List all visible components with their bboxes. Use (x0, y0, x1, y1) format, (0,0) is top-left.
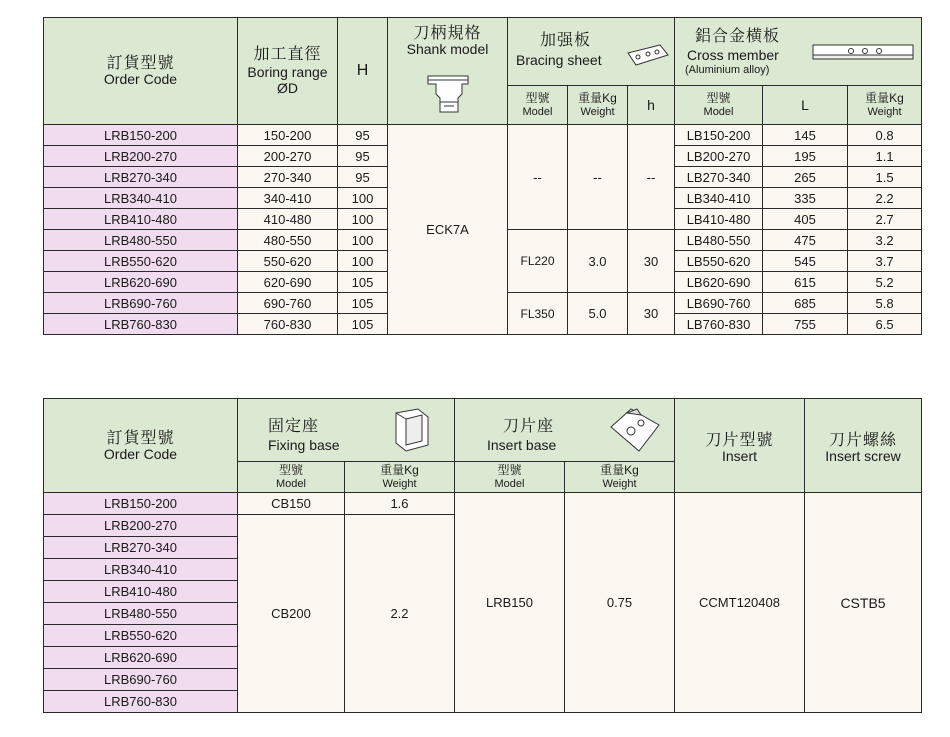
bracing-weight-a: 3.0 (568, 230, 628, 293)
shank-model-cell: ECK7A (388, 125, 508, 335)
order-code-cell: LRB480-550 (44, 230, 238, 251)
fixing-model-b: CB200 (238, 515, 345, 713)
bracing-h-none: -- (628, 125, 675, 230)
order-code-cell: LRB270-340 (44, 537, 238, 559)
cross-weight-cell: 3.2 (848, 230, 922, 251)
header-cross-model: 型號 Model (675, 86, 763, 125)
cross-weight-cell: 5.8 (848, 293, 922, 314)
order-code-cell: LRB410-480 (44, 581, 238, 603)
boring-range-cell: 270-340 (238, 167, 338, 188)
cross-weight-cell: 1.1 (848, 146, 922, 167)
bracing-h-a: 30 (628, 230, 675, 293)
fixing-weight-a: 1.6 (345, 493, 455, 515)
cross-l-cell: 615 (763, 272, 848, 293)
cross-l-cell: 195 (763, 146, 848, 167)
h-cell: 95 (338, 146, 388, 167)
cross-model-cell: LB150-200 (675, 125, 763, 146)
cross-weight-cell: 2.2 (848, 188, 922, 209)
order-code-cell: LRB340-410 (44, 188, 238, 209)
header-cross-weight: 重量Kg Weight (848, 86, 922, 125)
header-insert: 刀片型號 Insert (675, 399, 805, 493)
header-bracing-weight: 重量Kg Weight (568, 86, 628, 125)
cross-l-cell: 145 (763, 125, 848, 146)
bracing-weight-none: -- (568, 125, 628, 230)
cross-model-cell: LB620-690 (675, 272, 763, 293)
bracing-plate-icon (624, 41, 670, 69)
boring-range-cell: 550-620 (238, 251, 338, 272)
cross-l-cell: 755 (763, 314, 848, 335)
order-code-cell: LRB690-760 (44, 293, 238, 314)
cross-model-cell: LB690-760 (675, 293, 763, 314)
h-cell: 95 (338, 167, 388, 188)
fixing-model-a: CB150 (238, 493, 345, 515)
cross-weight-cell: 2.7 (848, 209, 922, 230)
h-cell: 95 (338, 125, 388, 146)
header-cross-l: L (763, 86, 848, 125)
h-cell: 100 (338, 209, 388, 230)
header-bracing-h: h (628, 86, 675, 125)
shank-holder-icon (418, 72, 478, 116)
cross-l-cell: 475 (763, 230, 848, 251)
cross-l-cell: 685 (763, 293, 848, 314)
header-bracing-model: 型號 Model (508, 86, 568, 125)
bracing-weight-b: 5.0 (568, 293, 628, 335)
h-cell: 100 (338, 230, 388, 251)
header-insert-base: 刀片座 Insert base (455, 399, 675, 462)
cross-model-cell: LB550-620 (675, 251, 763, 272)
insert-screw: CSTB5 (805, 493, 922, 713)
cross-l-cell: 335 (763, 188, 848, 209)
boring-range-cell: 760-830 (238, 314, 338, 335)
cross-l-cell: 405 (763, 209, 848, 230)
order-code-cell: LRB550-620 (44, 251, 238, 272)
order-code-cell: LRB480-550 (44, 603, 238, 625)
cross-model-cell: LB410-480 (675, 209, 763, 230)
cross-weight-cell: 0.8 (848, 125, 922, 146)
header-bracing-sheet: 加强板 Bracing sheet (508, 18, 675, 86)
order-code-cell: LRB760-830 (44, 691, 238, 713)
bracing-model-a: FL220 (508, 230, 568, 293)
boring-range-cell: 410-480 (238, 209, 338, 230)
boring-range-cell: 480-550 (238, 230, 338, 251)
header-shank-model: 刀柄規格 Shank model (388, 18, 508, 125)
cross-l-cell: 265 (763, 167, 848, 188)
fixing-weight-b: 2.2 (345, 515, 455, 713)
cross-model-cell: LB270-340 (675, 167, 763, 188)
header-cross-member: 鋁合金横板 Cross member (Aluminium alloy) (675, 18, 922, 86)
header-fixing-base: 固定座 Fixing base (238, 399, 455, 462)
order-code-cell: LRB150-200 (44, 493, 238, 515)
header-insert-base-weight: 重量Kg Weight (565, 462, 675, 493)
order-code-cell: LRB620-690 (44, 647, 238, 669)
cross-l-cell: 545 (763, 251, 848, 272)
header-boring-range: 加工直徑 Boring range ØD (238, 18, 338, 125)
cross-member-bar-icon (811, 41, 915, 63)
header-order-code: 訂貨型號 Order Code (44, 399, 238, 493)
boring-range-cell: 690-760 (238, 293, 338, 314)
h-cell: 105 (338, 293, 388, 314)
header-insert-screw: 刀片螺絲 Insert screw (805, 399, 922, 493)
spec-table-components (43, 398, 922, 713)
order-code-cell: LRB550-620 (44, 625, 238, 647)
cross-model-cell: LB480-550 (675, 230, 763, 251)
fixing-base-icon (388, 405, 434, 455)
cross-model-cell: LB200-270 (675, 146, 763, 167)
order-code-cell: LRB690-760 (44, 669, 238, 691)
cross-weight-cell: 1.5 (848, 167, 922, 188)
h-cell: 105 (338, 314, 388, 335)
order-code-cell: LRB200-270 (44, 146, 238, 167)
boring-range-cell: 340-410 (238, 188, 338, 209)
cross-model-cell: LB340-410 (675, 188, 763, 209)
order-code-cell: LRB410-480 (44, 209, 238, 230)
cross-weight-cell: 6.5 (848, 314, 922, 335)
order-code-cell: LRB150-200 (44, 125, 238, 146)
order-code-cell: LRB270-340 (44, 167, 238, 188)
order-code-cell: LRB620-690 (44, 272, 238, 293)
boring-range-cell: 200-270 (238, 146, 338, 167)
header-h: H (338, 18, 388, 125)
bracing-model-none: -- (508, 125, 568, 230)
order-code-cell: LRB200-270 (44, 515, 238, 537)
h-cell: 105 (338, 272, 388, 293)
header-order-code: 訂貨型號 Order Code (44, 18, 238, 125)
boring-range-cell: 150-200 (238, 125, 338, 146)
order-code-cell: LRB760-830 (44, 314, 238, 335)
insert-base-weight: 0.75 (565, 493, 675, 713)
spec-table-boring (43, 17, 922, 335)
h-cell: 100 (338, 188, 388, 209)
boring-range-cell: 620-690 (238, 272, 338, 293)
insert-model: CCMT120408 (675, 493, 805, 713)
insert-base-icon (607, 405, 663, 455)
header-fixing-weight: 重量Kg Weight (345, 462, 455, 493)
cross-weight-cell: 3.7 (848, 251, 922, 272)
bracing-h-b: 30 (628, 293, 675, 335)
h-cell: 100 (338, 251, 388, 272)
insert-base-model: LRB150 (455, 493, 565, 713)
cross-weight-cell: 5.2 (848, 272, 922, 293)
bracing-model-b: FL350 (508, 293, 568, 335)
cross-model-cell: LB760-830 (675, 314, 763, 335)
header-fixing-model: 型號 Model (238, 462, 345, 493)
order-code-cell: LRB340-410 (44, 559, 238, 581)
header-insert-base-model: 型號 Model (455, 462, 565, 493)
